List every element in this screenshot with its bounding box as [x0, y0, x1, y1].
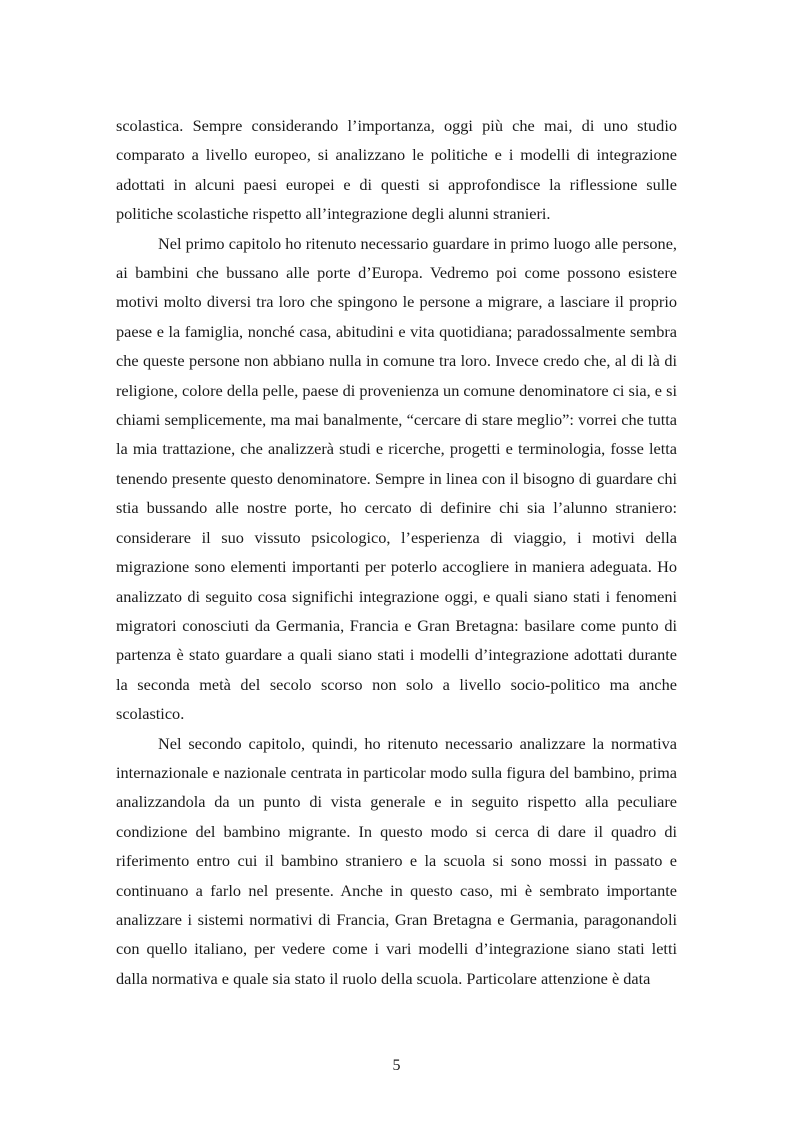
paragraph-continuation: scolastica. Sempre considerando l’importanza, oggi più che mai, di uno studio comparato a livello europeo, si analizzano le politiche e i modelli di integrazione adottati in alcuni paesi europei e di questi si approfondisce la riflessione sulle politiche scolastiche rispetto all’integrazione degli alunni stranieri.	[116, 116, 677, 224]
paragraph-second-chapter: Nel secondo capitolo, quindi, ho ritenuto necessario analizzare la normativa internazionale e nazionale centrata in particolar modo sulla figura del bambino, prima analizzandola da un punto di vista generale e in seguito rispetto alla peculiare condizione del bambino migrante. In questo modo si cerca di dare il quadro di riferimento entro cui il bambino straniero e la scuola si sono mossi in passato e continuano a farlo nel presente. Anche in questo caso, mi è sembrato importante analizzare i sistemi normativi di Francia, Gran Bretagna e Germania, paragonandoli con quello italiano, per vedere come i vari modelli d’integrazione siano stati letti dalla normativa e quale sia stato il ruolo della scuola. Particolare attenzione è data	[116, 733, 677, 988]
paragraph-first-chapter: Nel primo capitolo ho ritenuto necessario guardare in primo luogo alle persone, ai bambini che bussano alle porte d’Europa. Vedremo poi come possono esistere motivi molto diversi tra loro che spingono le persone a migrare, a lasciare il proprio paese e la famiglia, nonché casa, abitudini e vita quotidiana; paradossalmente sembra che queste persone non abbiano nulla in comune tra loro. Invece credo che, al di là di religione, colore della pelle, paese di provenienza un comune denominatore ci sia, e si chiami semplicemente, ma mai banalmente, “cercare di stare meglio”: vorrei che tutta la mia trattazione, che analizzerà studi e ricerche, progetti e terminologia, fosse letta tenendo presente questo denominatore. Sempre in linea con il bisogno di guardare chi stia bussando alle nostre porte, ho cercato di definire chi sia l’alunno straniero: considerare il suo vissuto psicologico, l’esperienza di viaggio, i motivi della migrazione sono elementi importanti per poterlo accogliere in maniera adeguata. Ho analizzato di seguito cosa significhi integrazione oggi, e quali siano stati i fenomeni migratori conosciuti da Germania, Francia e Gran Bretagna: basilare come punto di partenza è stato guardare a quali siano stati i modelli d’integrazione adottati durante la seconda metà del secolo scorso non solo a livello socio-politico ma anche scolastico.	[116, 233, 677, 724]
page-number: 5	[392, 1057, 401, 1074]
body-text	[116, 111, 677, 993]
